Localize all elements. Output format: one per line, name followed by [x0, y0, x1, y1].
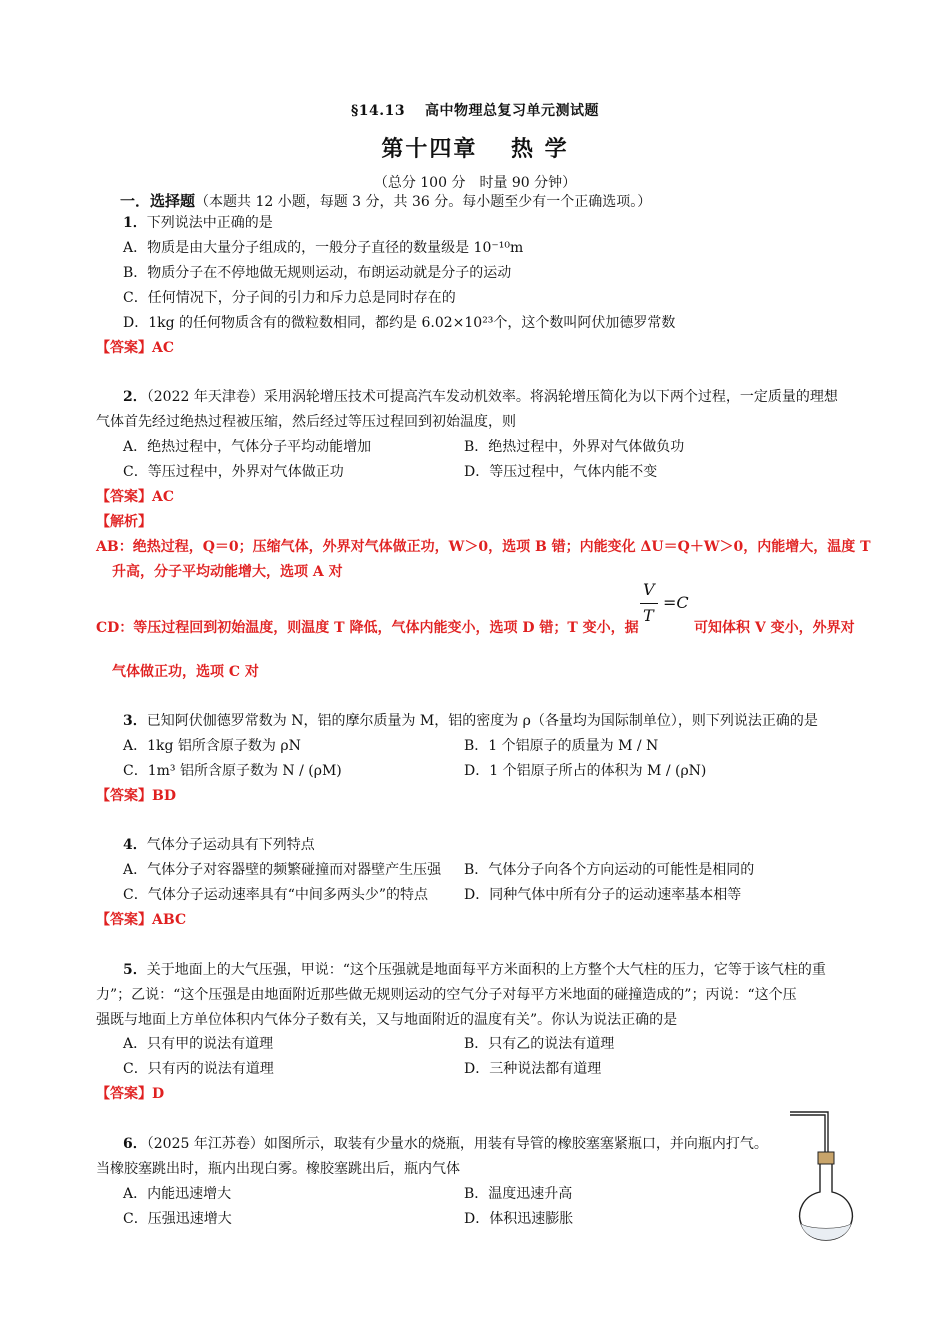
q4-answer: 【答案】ABC — [96, 912, 187, 928]
formula-rhs: =C — [663, 593, 689, 612]
q1-option-c: C．任何情况下，分子间的引力和斥力总是同时存在的 — [123, 290, 456, 306]
q2-analysis-cd-line1-tail: 可知体积 V 变小，外界对 — [694, 620, 855, 636]
q3-option-d: D．1 个铝原子所占的体积为 M / (ρN) — [464, 763, 707, 779]
q2-option-d: D．等压过程中，气体内能不变 — [464, 464, 658, 480]
q6-option-b: B．温度迅速升高 — [464, 1186, 573, 1202]
q2-number: 2． — [123, 389, 147, 405]
q2-analysis-cd-line1: CD：等压过程回到初始温度，则温度 T 降低，气体内能变小，选项 D 错；T 变小，据 — [96, 620, 639, 636]
q5-stem-line3: 强既与地面上方单位体积内气体分子数有关，又与地面附近的温度有关”。你认为说法正确的是 — [96, 1012, 678, 1028]
q2-analysis-ab-line2: 升高，分子平均动能增大，选项 A 对 — [112, 564, 343, 580]
formula-fraction-bar — [640, 603, 658, 604]
q1-number: 1． — [123, 215, 147, 231]
q2-answer: 【答案】AC — [96, 489, 175, 505]
q4-stem-text: 气体分子运动具有下列特点 — [146, 837, 315, 853]
chapter-title: 第十四章 热 学 — [381, 136, 569, 162]
flask-diagram — [780, 1100, 870, 1245]
q1-option-b: B．物质分子在不停地做无规则运动，布朗运动就是分子的运动 — [123, 265, 512, 281]
q4-option-a: A．气体分子对容器壁的频繁碰撞而对器壁产生压强 — [123, 862, 442, 878]
formula-denominator: T — [643, 606, 654, 625]
q3-number: 3． — [123, 713, 147, 729]
q6-option-a: A．内能迅速增大 — [123, 1186, 232, 1202]
q6-stem-line1 — [123, 1133, 768, 1153]
q3-option-a: A．1kg 铝所含原子数为 ρN — [123, 738, 301, 754]
q2-option-a: A．绝热过程中，气体分子平均动能增加 — [123, 439, 372, 455]
q6-stem-line2: 当橡胶塞跳出时，瓶内出现白雾。橡胶塞跳出后，瓶内气体 — [96, 1161, 460, 1177]
water — [801, 1224, 851, 1240]
q2-stem-line2: 气体首先经过绝热过程被压缩，然后经过等压过程回到初始温度，则 — [96, 414, 516, 430]
q1-answer: 【答案】AC — [96, 340, 175, 356]
q3-stem — [123, 710, 818, 730]
q2-analysis-cd-line2: 气体做正功，选项 C 对 — [112, 664, 259, 680]
q6-option-d: D．体积迅速膨胀 — [464, 1211, 574, 1227]
q4-option-b: B．气体分子向各个方向运动的可能性是相同的 — [464, 862, 755, 878]
q5-answer: 【答案】D — [96, 1086, 165, 1102]
part-heading-label: 一．选择题 — [120, 192, 196, 210]
q1-stem-text: 下列说法中正确的是 — [146, 215, 273, 231]
q5-stem-line2: 力”；乙说：“这个压强是由地面附近那些做无规则运动的空气分子对每平方米地面的碰撞造成的”；丙说：“这个压 — [96, 987, 797, 1003]
q3-option-c: C．1m³ 铝所含原子数为 N / (ρM) — [123, 763, 342, 779]
q2-stem-line1 — [123, 386, 838, 406]
exam-meta: （总分 100 分 时量 90 分钟） — [373, 175, 577, 191]
q2-analysis-label: 【解析】 — [96, 514, 152, 530]
q1-stem — [123, 212, 273, 232]
q4-option-c: C．气体分子运动速率具有“中间多两头少”的特点 — [123, 887, 429, 903]
q3-answer: 【答案】BD — [96, 788, 176, 804]
section-title: §14.13 高中物理总复习单元测试题 — [350, 103, 600, 119]
q5-option-d: D．三种说法都有道理 — [464, 1061, 602, 1077]
q5-option-a: A．只有甲的说法有道理 — [123, 1036, 274, 1052]
q5-number: 5． — [123, 962, 147, 978]
q1-option-d: D．1kg 的任何物质含有的微粒数相同，都约是 6.02×10²³个，这个数叫阿伏加德罗常数 — [123, 315, 676, 331]
q5-stem-text1: 关于地面上的大气压强，甲说：“这个压强就是地面每平方米面积的上方整个大气柱的压力，它等于该气柱的重 — [146, 962, 826, 978]
part-heading-desc: （本题共 12 小题，每题 3 分，共 36 分。每小题至少有一个正确选项。） — [195, 194, 652, 210]
formula-numerator: V — [643, 580, 655, 599]
q5-option-b: B．只有乙的说法有道理 — [464, 1036, 615, 1052]
q3-stem-text: 已知阿伏伽德罗常数为 N，铝的摩尔质量为 M，铝的密度为 ρ（各量均为国际制单位），则下列说法正确的是 — [146, 713, 818, 729]
rubber-stopper — [818, 1152, 834, 1164]
q2-option-b: B．绝热过程中，外界对气体做负功 — [464, 439, 685, 455]
q4-option-d: D．同种气体中所有分子的运动速率基本相等 — [464, 887, 742, 903]
q5-option-c: C．只有丙的说法有道理 — [123, 1061, 274, 1077]
q4-stem — [123, 834, 315, 854]
q5-stem-line1 — [123, 959, 826, 979]
q2-stem-text1: （2022 年天津卷）采用涡轮增压技术可提高汽车发动机效率。将涡轮增压简化为以下两个过程，一定质量的理想 — [146, 389, 838, 405]
q6-option-c: C．压强迅速增大 — [123, 1211, 232, 1227]
q2-option-c: C．等压过程中，外界对气体做正功 — [123, 464, 344, 480]
q4-number: 4． — [123, 837, 147, 853]
q1-option-a: A．物质是由大量分子组成的，一般分子直径的数量级是 10⁻¹⁰m — [123, 240, 524, 256]
q2-analysis-ab-line1: AB：绝热过程，Q＝0；压缩气体，外界对气体做正功，W＞0，选项 B 错；内能变化 ΔU＝Q＋W＞0，内能增大，温度 T — [96, 539, 871, 555]
q6-stem-text1: （2025 年江苏卷）如图所示，取装有少量水的烧瓶，用装有导管的橡胶塞塞紧瓶口，并向瓶内打气。 — [146, 1136, 768, 1152]
q3-option-b: B．1 个铝原子的质量为 M / N — [464, 738, 659, 754]
q6-number: 6． — [123, 1136, 147, 1152]
ideal-gas-formula — [638, 580, 698, 630]
part-heading — [120, 190, 651, 211]
